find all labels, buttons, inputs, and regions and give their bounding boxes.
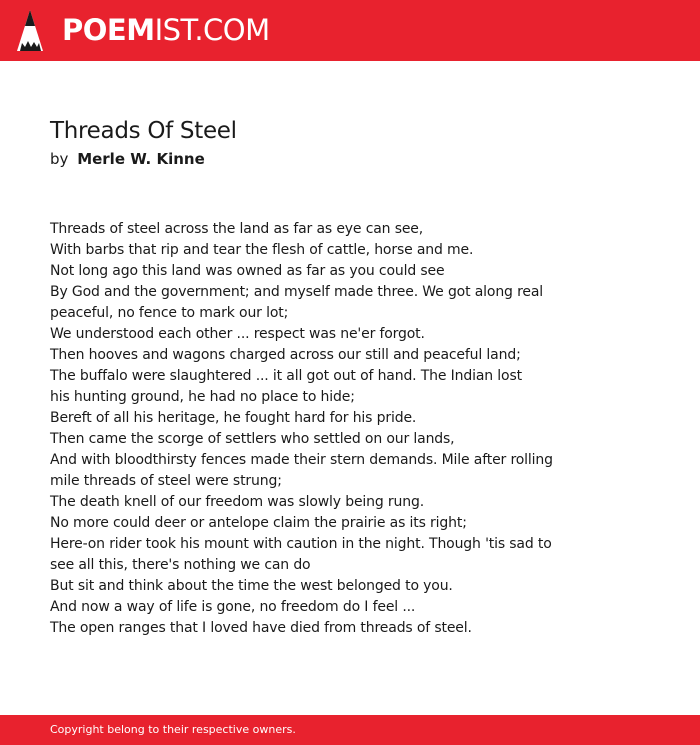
poem-line: Then hooves and wagons charged across our still and peaceful land; [50,347,521,363]
poem-title: Threads Of Steel [50,118,237,144]
site-header [0,0,700,61]
logo-light-text: IST.COM [154,13,270,47]
poem-line: Threads of steel across the land as far as eye can see, [50,221,424,237]
poem-line: No more could deer or antelope claim the prairie as its right; [50,515,467,531]
poem-line: mile threads of steel were strung; [50,473,282,489]
poem-line: By God and the government; and myself made three. We got along real [50,284,544,300]
poem-line: And now a way of life is gone, no freedom do I feel ... [50,599,416,615]
poem-line: And with bloodthirsty fences made their stern demands. Mile after rolling [50,452,553,468]
by-label: by [50,150,69,168]
poem-line: With barbs that rip and tear the flesh of cattle, horse and me. [50,242,474,258]
poem-line: Then came the scorge of settlers who settled on our lands, [50,431,455,447]
poem-line: his hunting ground, he had no place to hide; [50,389,355,405]
author-name: Merle W. Kinne [77,150,205,168]
poem-line: Bereft of all his heritage, he fought hard for his pride. [50,410,417,426]
poem-line: see all this, there's nothing we can do [50,557,311,573]
poem-line: But sit and think about the time the west belonged to you. [50,578,453,594]
poem-line: The open ranges that I loved have died from threads of steel. [50,620,472,636]
poem-line: The buffalo were slaughtered ... it all got out of hand. The Indian lost [50,368,522,384]
pencil-tip-icon[interactable] [17,10,43,51]
site-footer [0,715,700,745]
poem-line: Not long ago this land was owned as far as you could see [50,263,445,279]
copyright-text: Copyright belong to their respective owners. [50,723,296,736]
poem-line: The death knell of our freedom was slowly being rung. [50,494,425,510]
poem-line: peaceful, no fence to mark our lot; [50,305,289,321]
poem-body [50,219,670,639]
poem-line: We understood each other ... respect was ne'er forgot. [50,326,425,342]
logo-strong-text: POEM [62,13,155,47]
site-logo[interactable] [62,11,270,49]
poem-line: Here-on rider took his mount with caution in the night. Though 'tis sad to [50,536,552,552]
byline [50,149,205,169]
